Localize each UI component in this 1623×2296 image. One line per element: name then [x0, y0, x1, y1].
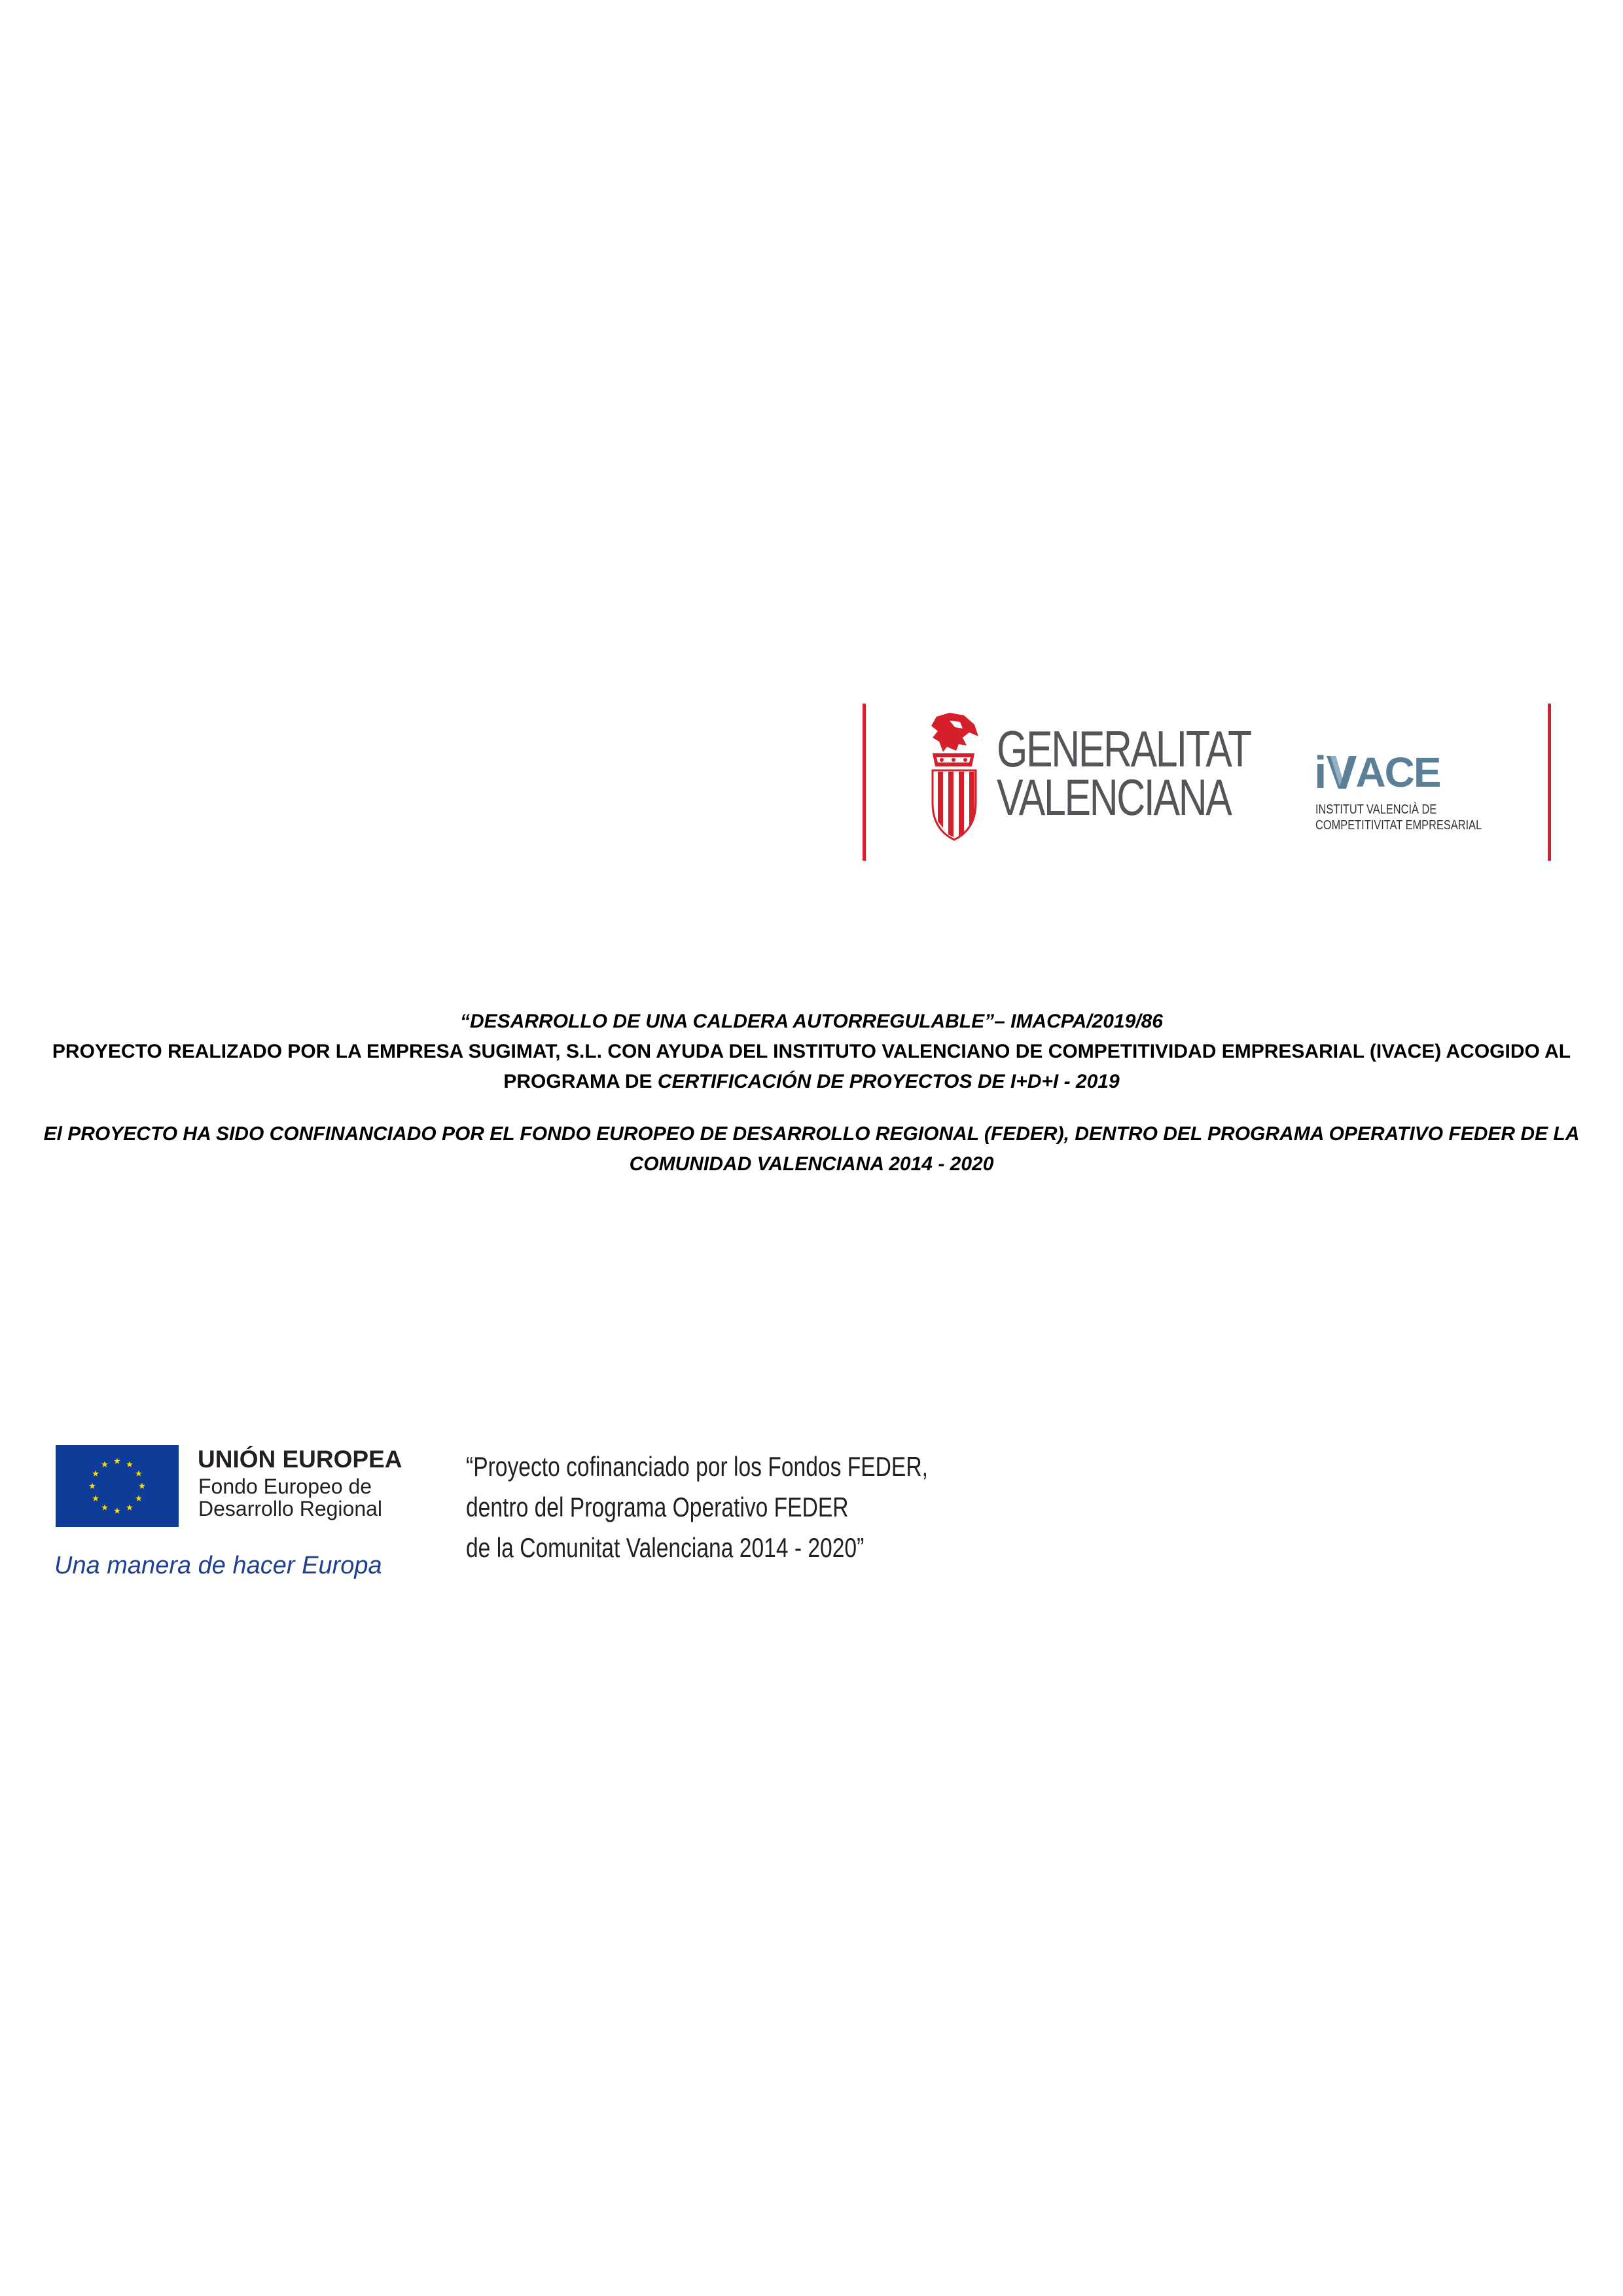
project-description — [26, 1007, 1597, 1097]
generalitat-crest-icon — [923, 711, 986, 842]
left-red-divider — [863, 704, 866, 861]
ivace-letter-i: i — [1314, 747, 1327, 798]
eu-title: UNIÓN EUROPEA — [198, 1446, 402, 1473]
eu-sub-line1: Fondo Europeo de — [198, 1475, 372, 1498]
ivace-v-chevron-icon — [1325, 753, 1358, 791]
generalitat-line1: GENERALITAT — [997, 720, 1251, 778]
ivace-subtitle — [1315, 802, 1482, 833]
generalitat-line2: VALENCIANA — [997, 768, 1231, 826]
eu-sub-line2: Desarrollo Regional — [198, 1497, 383, 1520]
program-name: CERTIFICACIÓN DE PROYECTOS DE I+D+I - 2019 — [657, 1071, 1120, 1092]
ivace-sub-line1: INSTITUT VALENCIÀ DE — [1315, 802, 1437, 817]
feder-quote — [466, 1446, 928, 1568]
program-prefix: PROGRAMA DE — [503, 1071, 658, 1092]
cofinancing-line2: COMUNIDAD VALENCIANA 2014 - 2020 — [629, 1153, 994, 1175]
right-red-divider — [1548, 704, 1551, 861]
generalitat-wordmark — [997, 720, 1251, 826]
eu-motto: Una manera de hacer Europa — [54, 1552, 382, 1579]
cofinancing-line1: El PROYECTO HA SIDO CONFINANCIADO POR EL FONDO EUROPEO DE DESARROLLO REGIONAL (FEDER), DENTRO DEL PROGRAMA OPERATIVO FEDER DE LA — [43, 1123, 1580, 1145]
ivace-logo — [1314, 747, 1510, 836]
feder-quote-line2: dentro del Programa Operativo FEDER — [466, 1492, 849, 1522]
project-sponsor-line: PROYECTO REALIZADO POR LA EMPRESA SUGIMAT, S.L. CON AYUDA DEL INSTITUTO VALENCIANO DE COMPETITIVIDAD EMPRESARIAL (IVACE) ACOGIDO AL — [52, 1041, 1571, 1062]
eu-fund-name — [198, 1475, 382, 1520]
ivace-sub-line2: COMPETITIVITAT EMPRESARIAL — [1315, 818, 1482, 833]
project-title: “DESARROLLO DE UNA CALDERA AUTORREGULABLE”– IMACPA/2019/86 — [459, 1011, 1163, 1032]
ivace-letters: ACE — [1355, 749, 1440, 796]
project-program-line — [26, 1067, 1597, 1097]
feder-quote-line1: “Proyecto cofinanciado por los Fondos FEDER, — [466, 1451, 928, 1482]
header-logo-band — [863, 704, 1552, 861]
feder-quote-line3: de la Comunitat Valenciana 2014 - 2020” — [466, 1532, 865, 1563]
ivace-wordmark — [1314, 747, 1440, 798]
cofinancing-statement — [26, 1119, 1597, 1179]
eu-flag-icon — [56, 1445, 179, 1527]
